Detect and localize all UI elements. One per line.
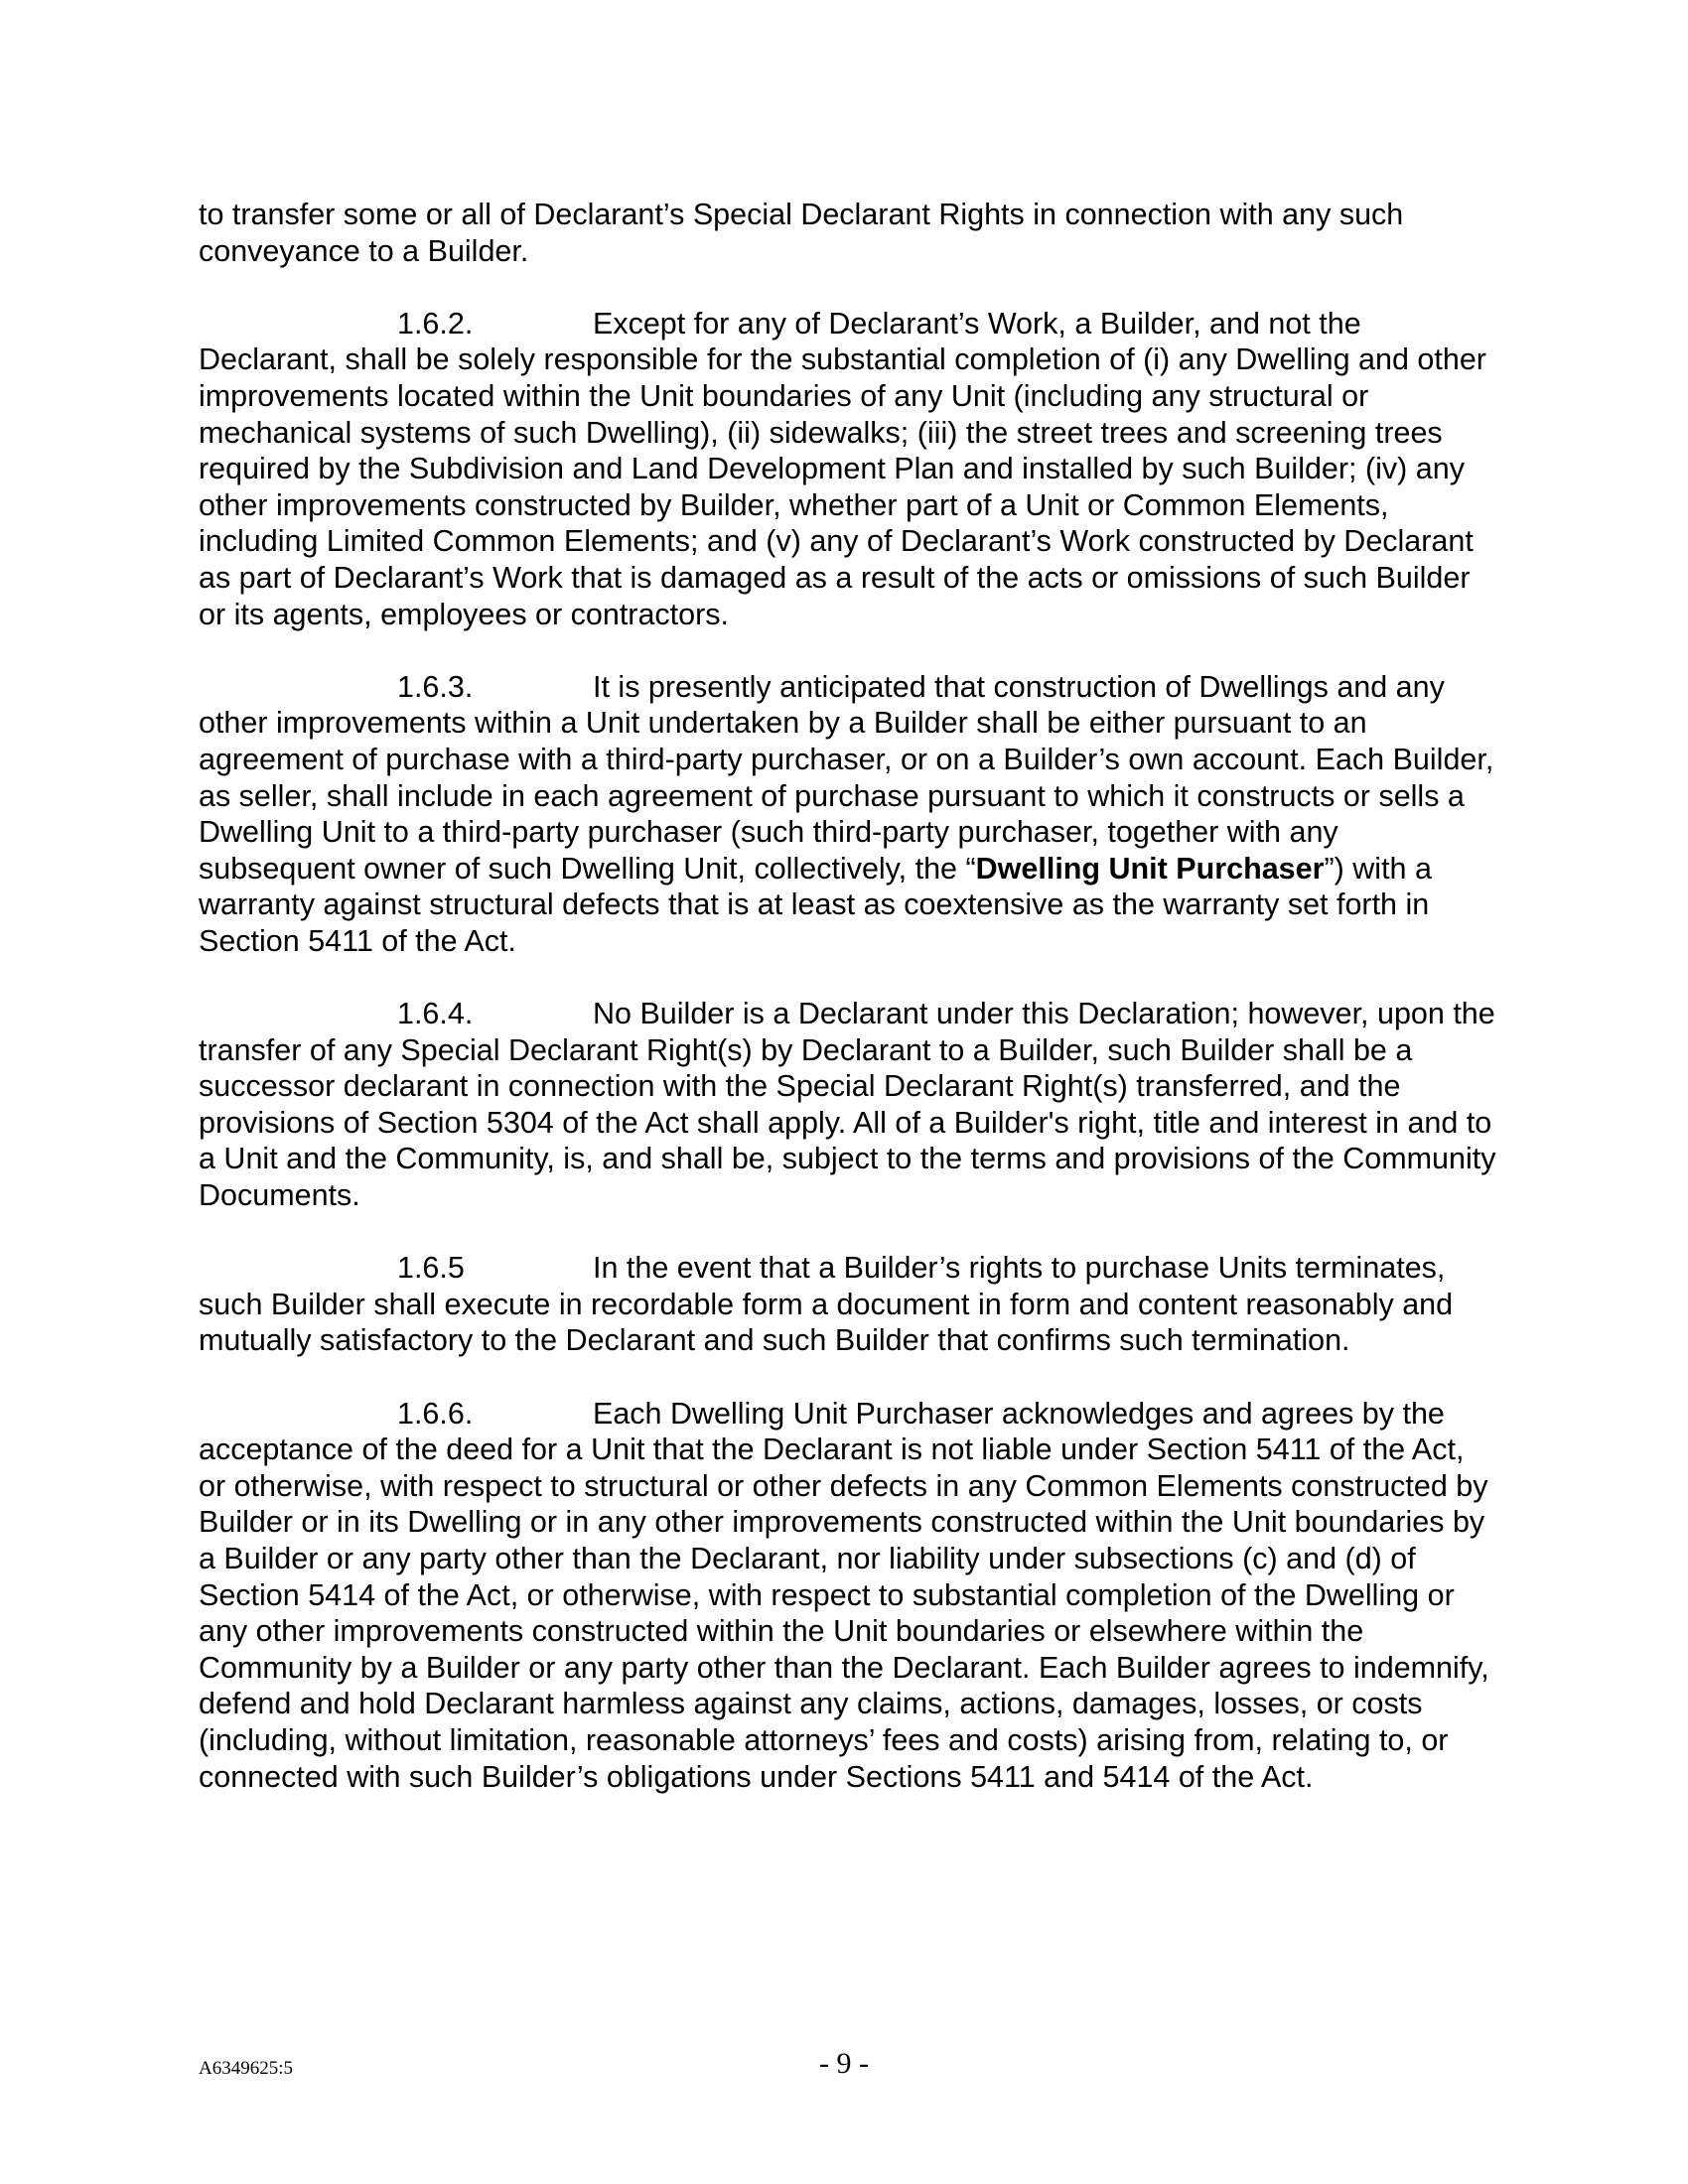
paragraph-continuation <box>199 197 1499 269</box>
paragraph-1-6-2 <box>199 306 1499 632</box>
paragraph-1-6-3 <box>199 669 1499 960</box>
page-number: - 9 - <box>819 2047 869 2080</box>
paragraph-text: to transfer some or all of Declarant’s Special Declarant Rights in connection with any such conveyance to a Builder. <box>199 198 1404 268</box>
section-number: 1.6.4. <box>397 997 474 1031</box>
paragraph-text: No Builder is a Declarant under this Declaration; however, upon the transfer of any Special Declarant Right(s) by Declarant to a Builder, such Builder shall be a successor declarant in connection with the Special Declarant Right(s) transferred, and the provisions of Section 5304 of the Act shall apply. All of a Builder's right, title and interest in and to a Unit and the Community, is, and shall be, subject to the terms and provisions of the Community Documents. <box>199 997 1496 1213</box>
defined-term: Dwelling Unit Purchaser <box>975 851 1325 886</box>
paragraph-text: ”) with a warranty against structural defects that is at least as coextensive as the warranty set forth in Section 5411 of the Act. <box>199 851 1432 958</box>
document-id: A6349625:5 <box>199 2058 293 2079</box>
section-number: 1.6.5 <box>397 1251 465 1286</box>
paragraph-text: It is presently anticipated that construction of Dwellings and any other improvements within a Unit undertaken by a Builder shall be either pursuant to an agreement of purchase with a third-party purchaser, or on a Builder’s own account. Each Builder, as seller, shall include in each agreement of purchase pursuant to which it constructs or sells a Dwelling Unit to a third-party purchaser (such third-party purchaser, together with any subsequent owner of such Dwelling Unit, collectively, the “ <box>199 669 1494 886</box>
section-number: 1.6.2. <box>397 306 474 341</box>
section-number: 1.6.6. <box>397 1396 474 1431</box>
paragraph-text: Except for any of Declarant’s Work, a Builder, and not the Declarant, shall be solely responsible for the substantial completion of (i) any Dwelling and other improvements located within the Unit boundaries of any Unit (including any structural or mechanical systems of such Dwelling), (ii) sidewalks; (iii) the street trees and screening trees required by the Subdivision and Land Development Plan and installed by such Builder; (iv) any other improvements constructed by Builder, whether part of a Unit or Common Elements, including Limited Common Elements; and (v) any of Declarant’s Work constructed by Declarant as part of Declarant’s Work that is damaged as a result of the acts or omissions of such Builder or its agents, employees or contractors. <box>199 306 1486 631</box>
paragraph-1-6-6 <box>199 1396 1499 1796</box>
section-number: 1.6.3. <box>397 669 474 704</box>
paragraph-text: Each Dwelling Unit Purchaser acknowledges and agrees by the acceptance of the deed for a Unit that the Declarant is not liable under Section 5411 of the Act, or otherwise, with respect to structural or other defects in any Common Elements constructed by Builder or in its Dwelling or in any other improvements constructed within the Unit boundaries by a Builder or any party other than the Declarant, nor liability under subsections (c) and (d) of Section 5414 of the Act, or otherwise, with respect to substantial completion of the Dwelling or any other improvements constructed within the Unit boundaries or elsewhere within the Community by a Builder or any party other than the Declarant. Each Builder agrees to indemnify, defend and hold Declarant harmless against any claims, actions, damages, losses, or costs (including, without limitation, reasonable attorneys’ fees and costs) arising from, relating to, or connected with such Builder’s obligations under Sections 5411 and 5414 of the Act. <box>199 1396 1489 1794</box>
paragraph-1-6-5 <box>199 1250 1499 1359</box>
document-body <box>199 197 1499 1832</box>
paragraph-1-6-4 <box>199 996 1499 1214</box>
paragraph-text: In the event that a Builder’s rights to purchase Units terminates, such Builder shall execute in recordable form a document in form and content reasonably and mutually satisfactory to the Declarant and such Builder that confirms such termination. <box>199 1251 1454 1358</box>
